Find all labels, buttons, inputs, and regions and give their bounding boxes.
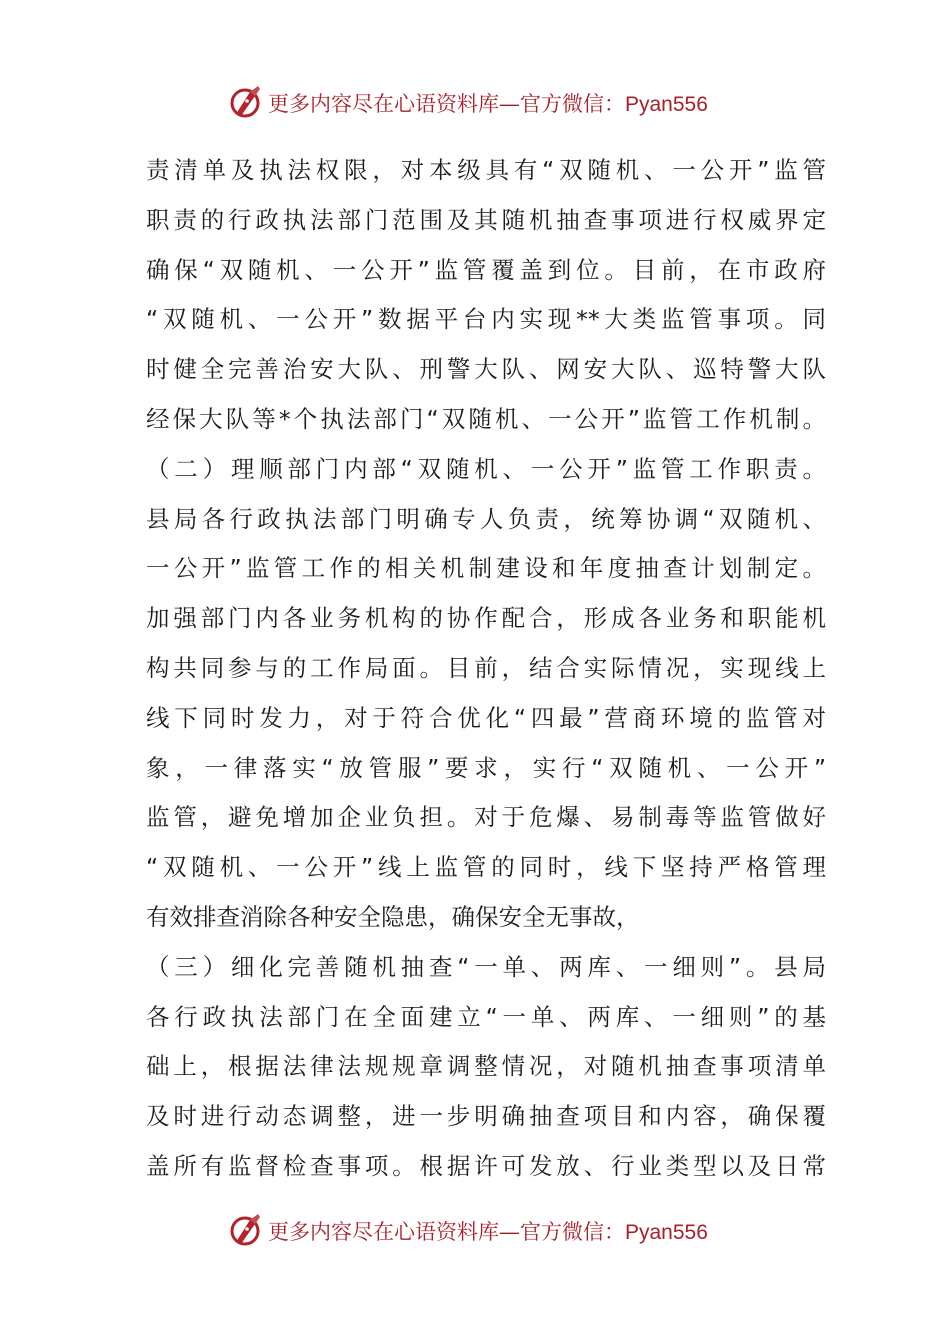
- body-line: （二）理顺部门内部“双随机、一公开”监管工作职责。: [146, 454, 826, 483]
- body-line: 职责的行政执法部门范围及其随机抽查事项进行权威界定: [146, 205, 826, 234]
- body-line: （三）细化完善随机抽查“一单、两库、一细则”。县局: [146, 952, 826, 981]
- body-line: 象，一律落实“放管服”要求，实行“双随机、一公开”: [146, 753, 826, 782]
- body-line: 确保“双随机、一公开”监管覆盖到位。目前，在市政府: [146, 255, 826, 284]
- body-line: 构共同参与的工作局面。目前，结合实际情况，实现线上: [146, 653, 826, 682]
- body-line: 一公开”监管工作的相关机制建设和年度抽查计划制定。: [146, 554, 826, 583]
- body-line: 线下同时发力，对于符合优化“四最”营商环境的监管对: [146, 703, 826, 732]
- footer-dash: —: [499, 1220, 520, 1244]
- body-line: 经保大队等*个执法部门“双随机、一公开”监管工作机制。: [146, 404, 826, 433]
- footer-brand: 更多内容尽在心语资料库: [268, 1220, 499, 1244]
- body-line: 有效排查消除各种安全隐患，确保安全无事故，: [146, 902, 640, 931]
- pen-nib-logo-icon: [228, 84, 264, 120]
- footer-wechat-label: 官方微信：: [520, 1220, 625, 1244]
- footer-banner: [0, 1210, 950, 1250]
- footer-banner-text: [268, 1216, 708, 1246]
- header-brand: 更多内容尽在心语资料库: [268, 92, 499, 116]
- body-line: 础上，根据法律法规规章调整情况，对随机抽查事项清单: [146, 1052, 826, 1081]
- header-wechat-label: 官方微信：: [520, 92, 625, 116]
- body-line: “双随机、一公开”线上监管的同时，线下坚持严格管理: [146, 853, 826, 882]
- footer-wechat-id: Pyan556: [625, 1221, 708, 1244]
- pen-nib-logo-icon: [228, 1212, 264, 1248]
- header-wechat-id: Pyan556: [625, 93, 708, 116]
- body-line: “双随机、一公开”数据平台内实现**大类监管事项。同: [146, 305, 826, 334]
- header-banner-text: [268, 88, 708, 118]
- document-body: [146, 146, 826, 1192]
- body-line: 责清单及执法权限，对本级具有“双随机、一公开”监管: [146, 156, 826, 184]
- body-line: 各行政执法部门在全面建立“一单、两库、一细则”的基: [146, 1002, 826, 1031]
- body-line: 县局各行政执法部门明确专人负责，统筹协调“双随机、: [146, 504, 826, 533]
- body-line: 时健全完善治安大队、刑警大队、网安大队、巡特警大队: [146, 355, 826, 384]
- body-line: 监管，避免增加企业负担。对于危爆、易制毒等监管做好: [146, 803, 826, 832]
- header-dash: —: [499, 92, 520, 116]
- body-line: 加强部门内各业务机构的协作配合，形成各业务和职能机: [146, 604, 826, 633]
- header-banner: [0, 82, 950, 122]
- body-line: 及时进行动态调整，进一步明确抽查项目和内容，确保覆: [146, 1102, 826, 1131]
- body-line: 盖所有监督检查事项。根据许可发放、行业类型以及日常: [146, 1151, 826, 1180]
